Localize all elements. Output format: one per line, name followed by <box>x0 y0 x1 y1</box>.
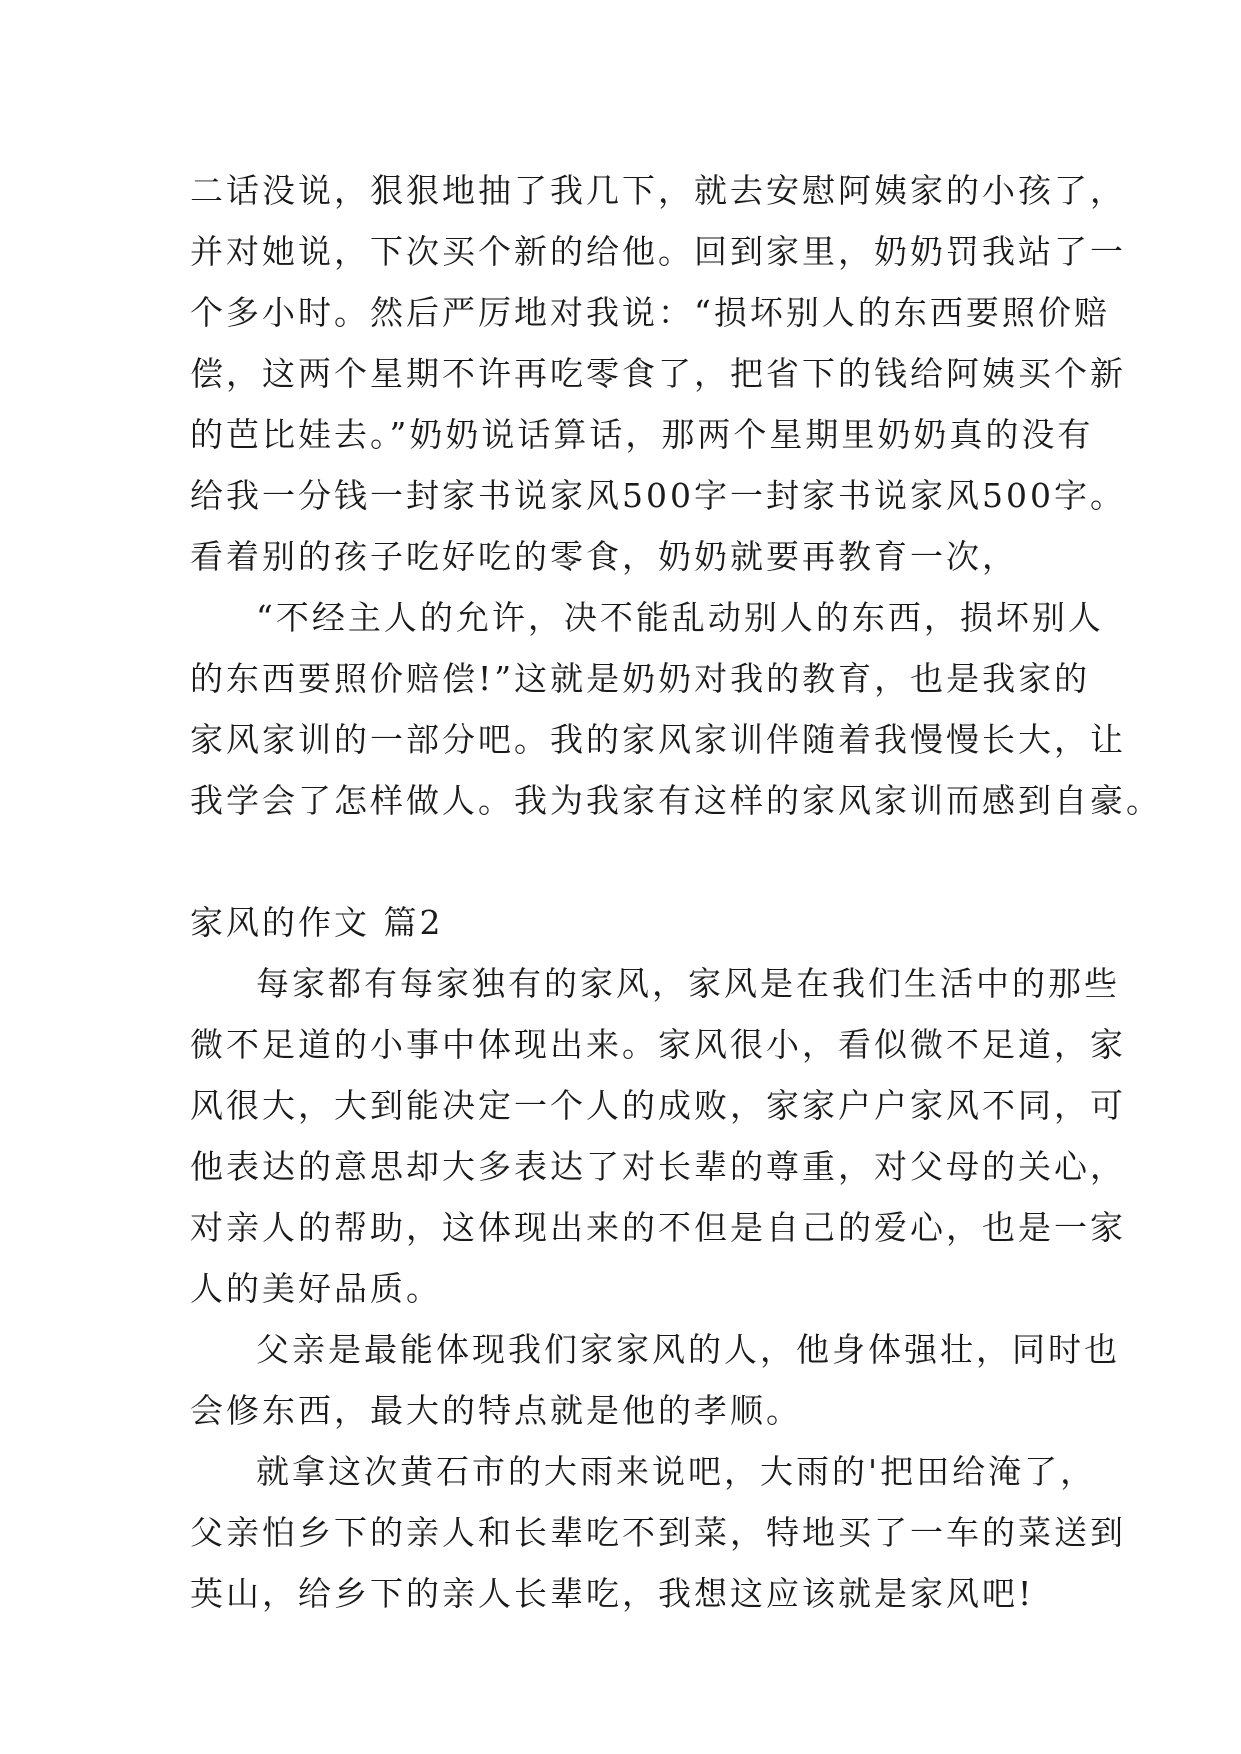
text-line: 给我一分钱一封家书说家风500字一封家书说家风500字。 <box>190 476 1126 515</box>
text-line: 二话没说，狠狠地抽了我几下，就去安慰阿姨家的小孩了， <box>190 171 1126 210</box>
text-line: 的东西要照价赔偿!”这就是奶奶对我的教育，也是我家的 <box>190 659 1091 698</box>
text-line: 会修东西，最大的特点就是他的孝顺。 <box>190 1391 802 1430</box>
text-line: 他表达的意思却大多表达了对长辈的尊重，对父母的关心， <box>190 1147 1126 1186</box>
text-line: “不经主人的允许，决不能乱动别人的东西，损坏别人 <box>256 598 1104 637</box>
paragraph-gap <box>190 831 1090 892</box>
text-line: 的芭比娃去。”奶奶说话算话，那两个星期里奶奶真的没有 <box>190 415 1094 454</box>
text-line: 人的美好品质。 <box>190 1269 442 1308</box>
paragraph-continued <box>190 160 1126 587</box>
text-line: 我学会了怎样做人。我为我家有这样的家风家训而感到自豪。 <box>190 781 1162 820</box>
paragraph-rainstorm <box>190 1441 1126 1624</box>
text-line: 就拿这次黄石市的大雨来说吧，大雨的'把田给淹了， <box>256 1452 1097 1491</box>
text-line: 家风家训的一部分吧。我的家风家训伴随着我慢慢长大，让 <box>190 720 1126 759</box>
text-line: 个多小时。然后严厉地对我说：“损坏别人的东西要照价赔 <box>190 293 1110 332</box>
paragraph-grandma-lesson <box>190 587 1162 831</box>
text-line: 并对她说，下次买个新的给他。回到家里，奶奶罚我站了一 <box>190 232 1126 271</box>
text-line: 看着别的孩子吃好吃的零食，奶奶就要再教育一次， <box>190 537 1018 576</box>
text-line: 对亲人的帮助，这体现出来的不但是自己的爱心，也是一家 <box>190 1208 1126 1247</box>
text-line: 偿，这两个星期不许再吃零食了，把省下的钱给阿姨买个新 <box>190 354 1126 393</box>
text-line: 父亲怕乡下的亲人和长辈吃不到菜，特地买了一车的菜送到 <box>190 1513 1126 1552</box>
text-line: 微不足道的小事中体现出来。家风很小，看似微不足道，家 <box>190 1025 1126 1064</box>
text-line: 每家都有每家独有的家风，家风是在我们生活中的那些 <box>256 964 1120 1003</box>
document-body <box>190 160 1162 1624</box>
text-line: 父亲是最能体现我们家家风的人，他身体强壮，同时也 <box>256 1330 1120 1369</box>
paragraph-family-style <box>190 953 1126 1319</box>
text-line: 风很大，大到能决定一个人的成败，家家户户家风不同，可 <box>190 1086 1126 1125</box>
text-line: 英山，给乡下的亲人长辈吃，我想这应该就是家风吧! <box>190 1574 1035 1613</box>
section-title: 家风的作文 篇2 <box>190 903 444 942</box>
paragraph-father <box>190 1319 1120 1441</box>
